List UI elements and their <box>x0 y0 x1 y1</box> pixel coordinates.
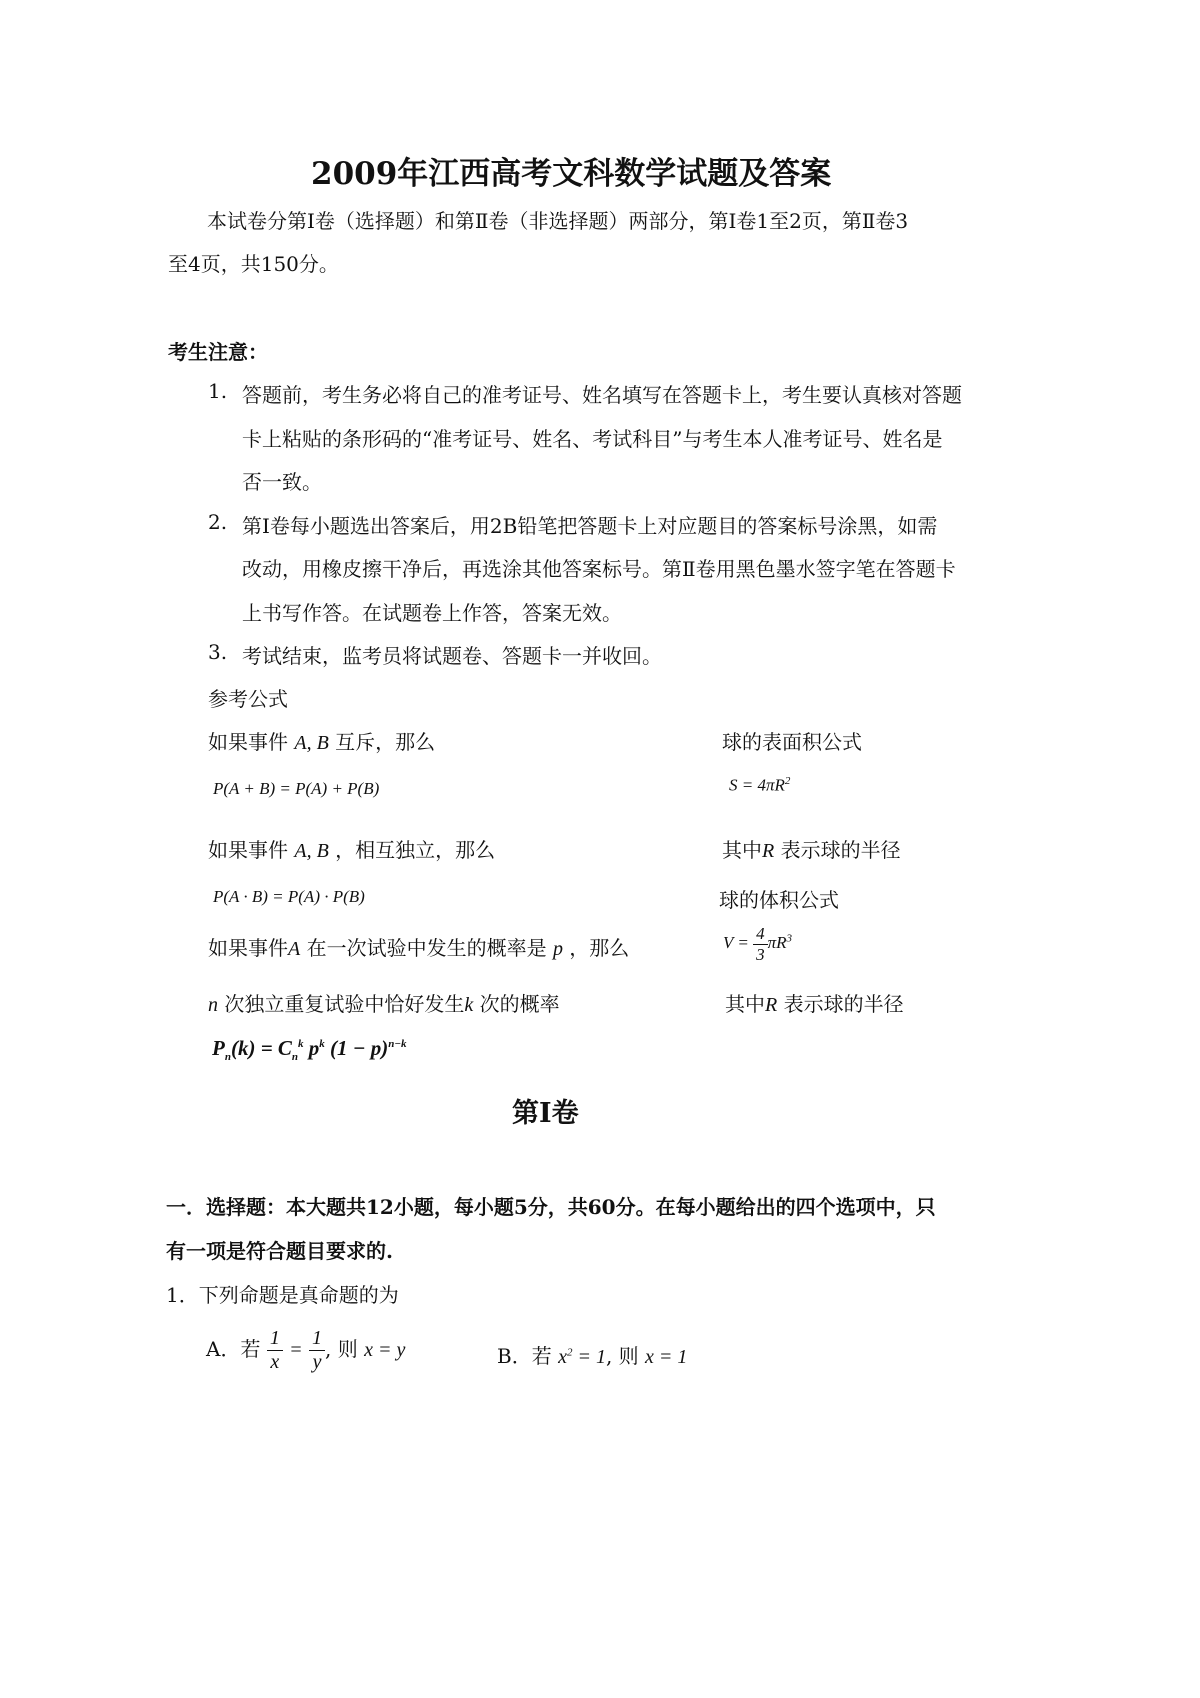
option-b-conclusion: x = 1 <box>645 1346 688 1368</box>
radius-note <box>722 834 901 863</box>
n-var: n <box>208 994 218 1016</box>
radius-note-suffix: 表示球的半径 <box>780 838 901 862</box>
notice-item-line: 答题前，考生务必将自己的准考证号、姓名填写在答题卡上，考生要认真核对答题 <box>242 383 962 407</box>
option-b-label: B．若 <box>497 1344 552 1368</box>
prob-p: p <box>552 938 563 960</box>
surface-area-formula: $S = 4\pi R^2$ <box>729 775 791 795</box>
mutex-vars: A, B <box>294 732 329 754</box>
notice-heading: 考生注意： <box>168 340 268 364</box>
volume-fraction: $\frac{4}{3}$ <box>753 924 768 964</box>
option-a-conclusion: x = y <box>364 1339 406 1361</box>
indep-tail: ，相互独立，那么 <box>335 838 496 862</box>
notice-item-number: 2. <box>208 510 228 534</box>
question-1-option-b <box>497 1340 687 1369</box>
indep-text: 如果事件 <box>208 838 288 862</box>
radius-note-prefix: 其中 <box>722 838 762 862</box>
independence-formula: P(A · B) = P(A) · P(B) <box>213 887 365 906</box>
question-1-option-a: A．若 $\frac{1}{x}$ = $\frac{1}{y}$ , 则 x = y <box>206 1327 406 1373</box>
part1-instructions-line-2: 有一项是符合题目要求的. <box>166 1239 393 1263</box>
binomial-condition <box>208 988 560 1017</box>
volume-heading: 球的体积公式 <box>719 888 839 912</box>
section-1-title: 第Ⅰ卷 <box>512 1098 579 1129</box>
option-a-label: A．若 <box>206 1337 261 1361</box>
mutex-formula: P(A + B) = P(A) + P(B) <box>213 779 380 798</box>
independence-condition <box>208 834 495 863</box>
formulas-heading: 参考公式 <box>208 687 288 711</box>
prob-mid: 在一次试验中发生的概率是 <box>306 936 547 960</box>
notice-item-number: 3. <box>208 640 228 664</box>
intro-line-2: 至4页，共150分。 <box>168 252 339 276</box>
one-over-x-fraction: $\frac{1}{x}$ <box>267 1327 283 1374</box>
option-a-then: , 则 <box>325 1337 358 1361</box>
notice-item-line: 改动，用橡皮擦干净后，再选涂其他答案标号。第Ⅱ卷用黑色墨水签字笔在答题卡 <box>242 557 956 581</box>
question-1-stem: 1．下列命题是真命题的为 <box>166 1283 399 1307</box>
notice-item-number: 1. <box>208 379 228 403</box>
notice-item-line: 卡上粘贴的条形码的“准考证号、姓名、考试科目”与考生本人准考证号、姓名是 <box>242 427 943 451</box>
mutex-condition <box>208 726 435 755</box>
n-text: 次独立重复试验中恰好发生 <box>224 992 465 1016</box>
radius-note-prefix: 其中 <box>725 992 765 1016</box>
notice-item-line: 第Ⅰ卷每小题选出答案后，用2B铅笔把答题卡上对应题目的答案标号涂黑，如需 <box>242 514 938 538</box>
prob-tail: ，那么 <box>569 936 630 960</box>
radius-note <box>725 988 904 1017</box>
option-b-then: , 则 <box>605 1344 639 1368</box>
part1-instructions-line-1: 一．选择题：本大题共12小题，每小题5分，共60分。在每小题给出的四个选项中，只 <box>166 1195 936 1219</box>
mutex-text: 如果事件 <box>208 730 288 754</box>
volume-formula: V = $\frac{4}{3}$ $\pi R^3$ <box>723 924 792 964</box>
k-text: 次的概率 <box>479 992 560 1016</box>
radius-var: R <box>762 840 775 862</box>
option-b-condition: $x^2 = 1$ <box>558 1346 606 1368</box>
radius-var: R <box>765 994 778 1016</box>
mutex-tail: 互斥，那么 <box>335 730 436 754</box>
one-over-y-fraction: $\frac{1}{y}$ <box>309 1327 325 1374</box>
binomial-formula: $P_n(k) = C_n^k$ $p^k$ $(1 - p)^{n-k}$ <box>212 1036 407 1064</box>
k-var: k <box>464 994 474 1016</box>
probability-condition <box>208 932 629 961</box>
prob-var: A <box>288 938 301 960</box>
document-title: 2009年江西高考文科数学试题及答案 <box>311 156 832 192</box>
notice-item-line: 考试结束，监考员将试题卷、答题卡一并收回。 <box>242 644 662 668</box>
notice-item-line: 否一致。 <box>242 470 322 494</box>
intro-line-1: 本试卷分第Ⅰ卷（选择题）和第Ⅱ卷（非选择题）两部分，第Ⅰ卷1至2页，第Ⅱ卷3 <box>207 209 909 233</box>
radius-note-suffix: 表示球的半径 <box>783 992 904 1016</box>
prob-text: 如果事件 <box>208 936 288 960</box>
indep-vars: A, B <box>294 840 329 862</box>
surface-area-heading: 球的表面积公式 <box>722 730 862 754</box>
notice-item-line: 上书写作答。在试题卷上作答，答案无效。 <box>242 601 622 625</box>
